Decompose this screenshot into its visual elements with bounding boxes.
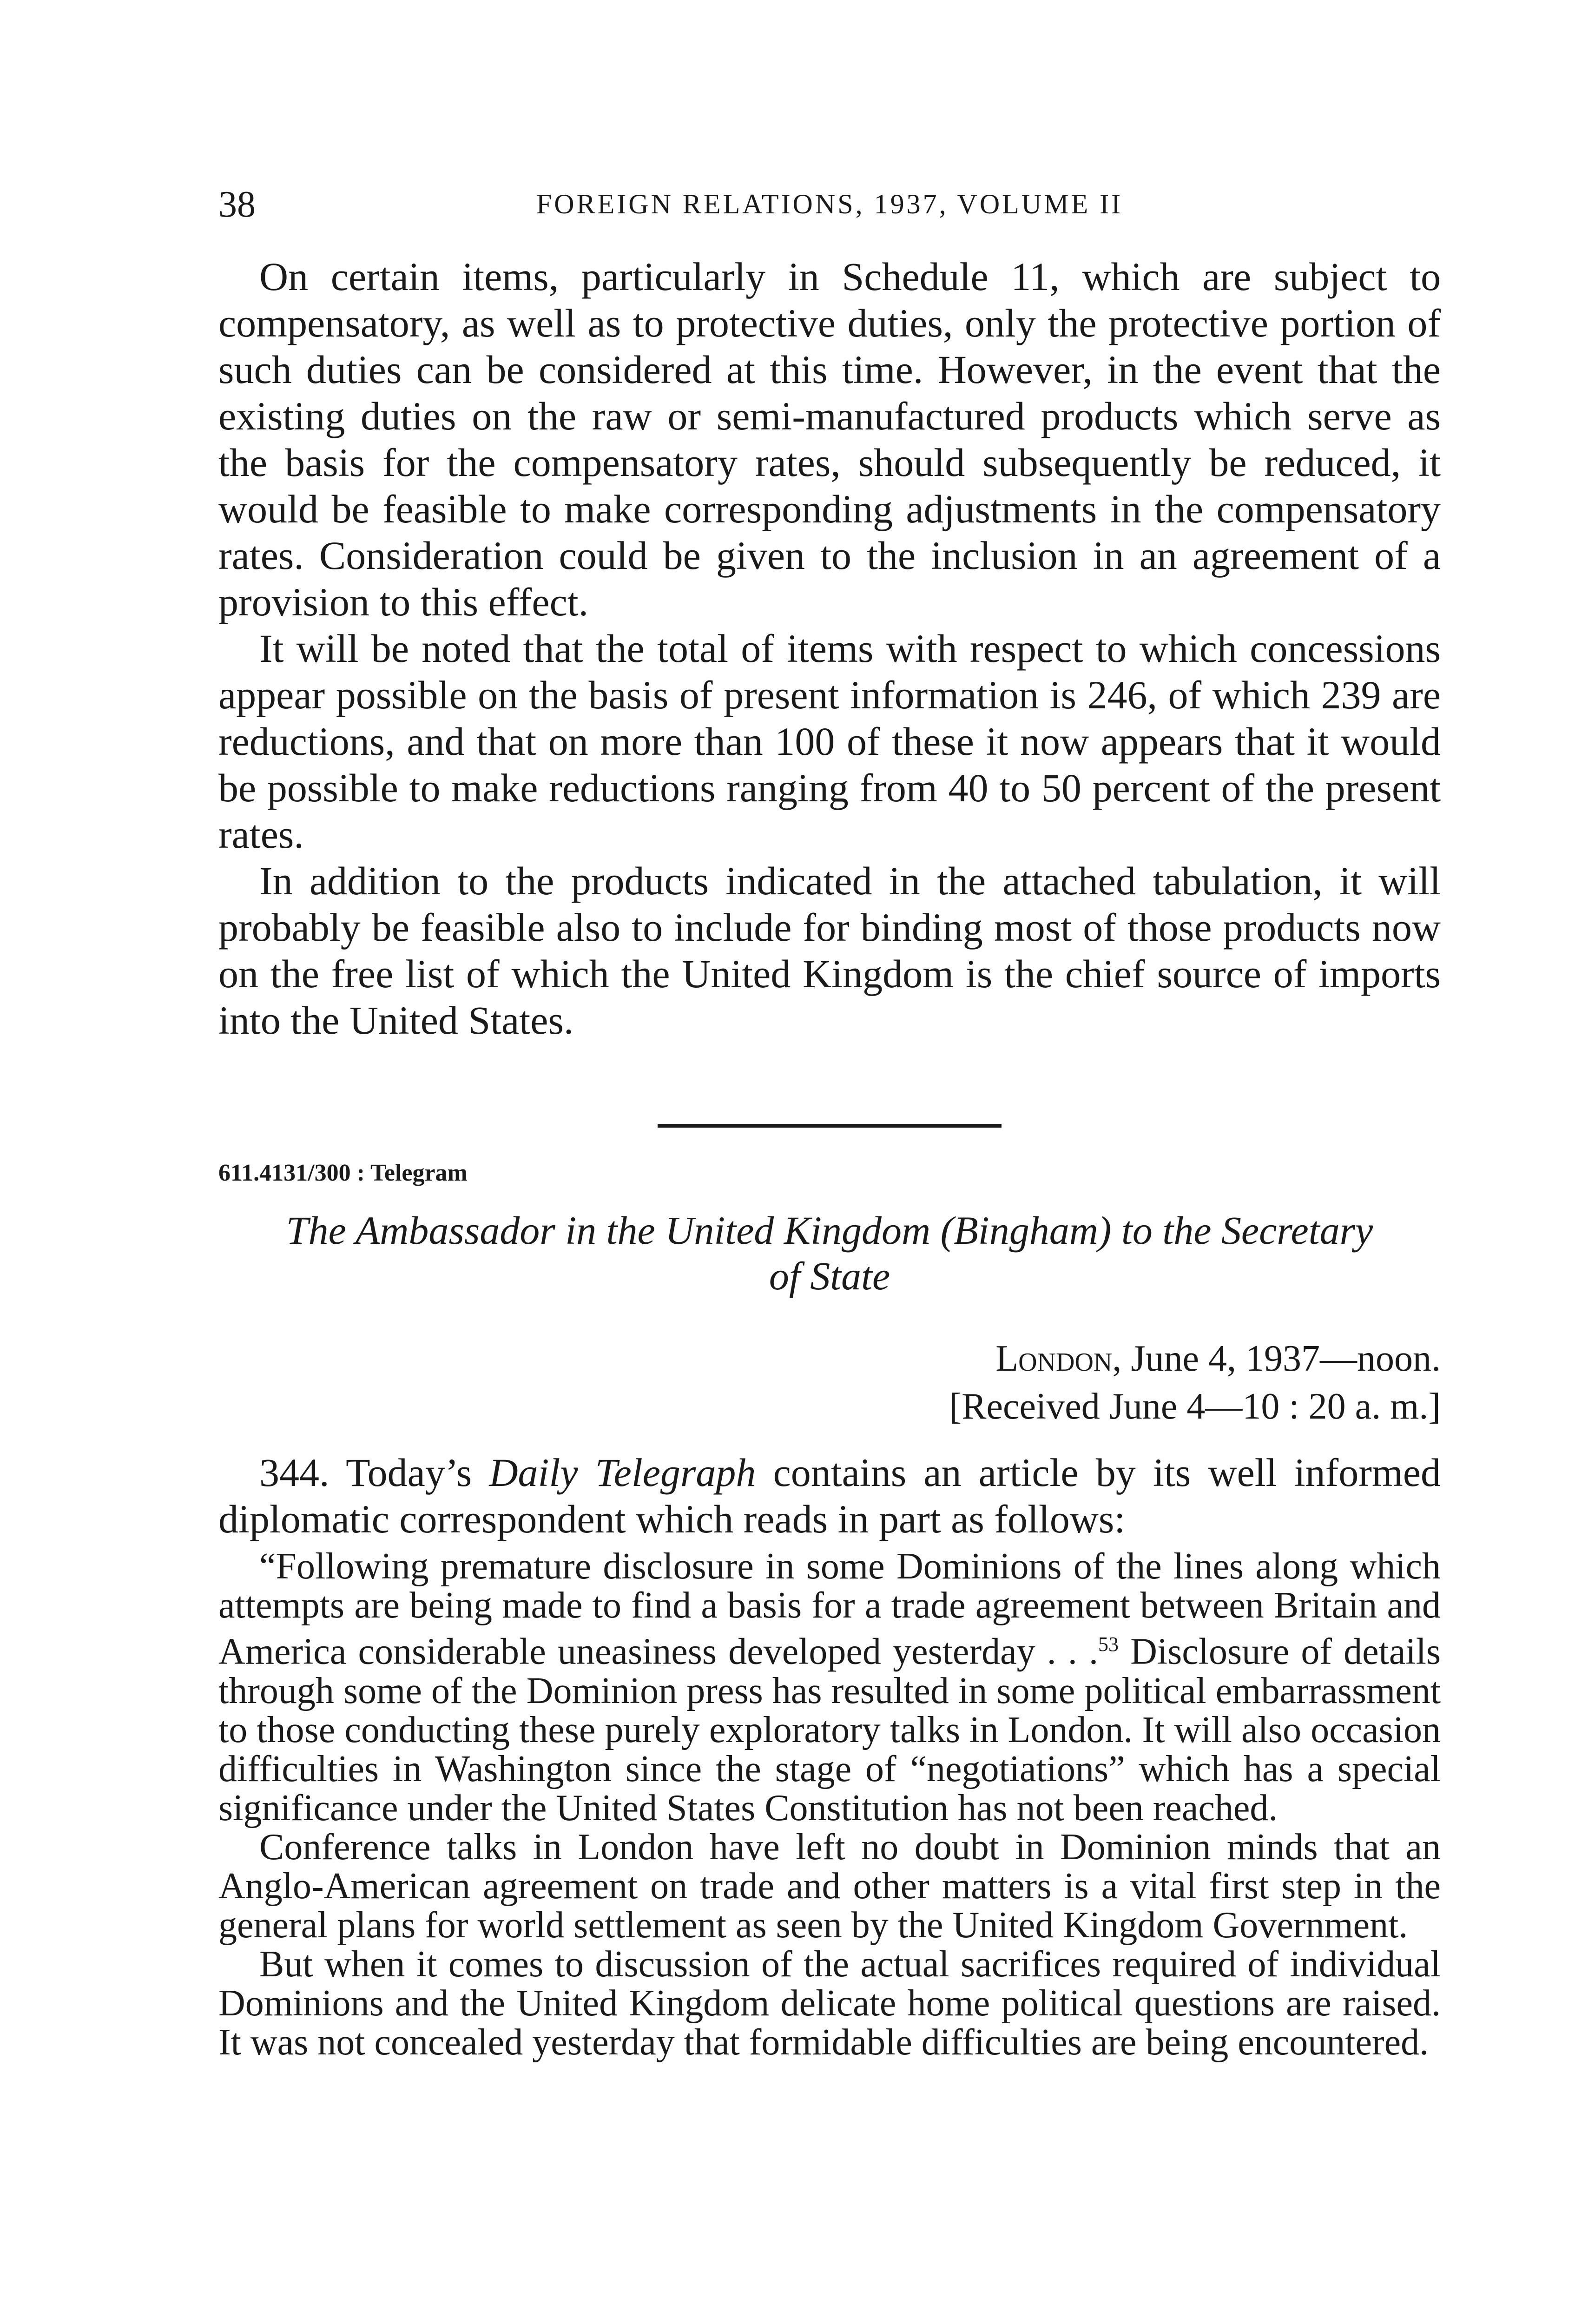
section-divider xyxy=(658,1124,1002,1128)
text-span: Disclosure of details through some of the Dominion press has resulted in some political embarrassment to those conducting these purely exploratory talks in London. It will also occasion difficulties in Washington since the stage of “negotiations” which has a special significance under the United States Constitution has not been reached. xyxy=(218,1631,1441,1829)
paragraph xyxy=(218,1547,1441,1828)
paragraph: It will be noted that the total of items with respect to which concessions appear possible on the basis of present information is 246, of which 239 are reductions, and that on more than 100 of these it now appears that it would be possible to make reductions ranging from 40 to 50 percent of the present rates. xyxy=(218,626,1441,857)
running-head: FOREIGN RELATIONS, 1937, VOLUME II xyxy=(536,189,1123,219)
received-line: [Received June 4—10 : 20 a. m.] xyxy=(949,1386,1441,1427)
paragraph xyxy=(218,1449,1441,1542)
title-line: The Ambassador in the United Kingdom (Bingham) to the Secretary xyxy=(286,1208,1373,1253)
intro-section xyxy=(218,253,1441,1043)
newspaper-name: Daily Telegraph xyxy=(489,1450,756,1495)
paragraph: But when it comes to discussion of the actual sacrifices required of individual Dominions and the United Kingdom delicate home political questions are raised. It was not concealed yesterday that formidable difficulties are being encountered. xyxy=(218,1943,1441,2063)
telegram-number: 344. xyxy=(259,1450,329,1495)
date-text: , June 4, 1937—noon. xyxy=(1112,1338,1441,1379)
paragraph: In addition to the products indicated in the attached tabulation, it will probably be feasible also to include for binding most of those products now on the free list of which the United Kingdom is the chief source of imports into the United States. xyxy=(218,858,1441,1043)
page-header xyxy=(218,184,1441,230)
quoted-article xyxy=(218,1547,1441,2062)
text-span: Today’s xyxy=(329,1450,489,1495)
file-reference: 611.4131/300 : Telegram xyxy=(218,1160,468,1186)
text-span: “Following premature disclosure in some Dominions of the lines along which attempts are being made to find a basis for a trade agreement between Britain and America considerable uneasiness developed yesterday . . . xyxy=(218,1546,1441,1672)
text-span: contains an article by its well informed diplomatic correspondent which reads in part as follows: xyxy=(218,1450,1441,1541)
telegram-intro xyxy=(218,1449,1441,1542)
paragraph: On certain items, particularly in Schedule 11, which are subject to compensatory, as well as to protective duties, only the protective portion of such duties can be considered at this time. However, in the event that the existing duties on the raw or semi-manufactured products which serve as the basis for the compensatory rates, should subsequently be reduced, it would be feasible to make corresponding adjustments in the compensatory rates. Consideration could be given to the inclusion in an agreement of a provision to this effect. xyxy=(218,254,1441,624)
footnote-reference: 53 xyxy=(1098,1633,1119,1656)
place-name: London xyxy=(995,1338,1113,1379)
dateline xyxy=(995,1338,1441,1380)
page-number: 38 xyxy=(218,184,256,225)
paragraph: Conference talks in London have left no doubt in Dominion minds that an Anglo-American agreement on trade and other matters is a vital first step in the general plans for world settlement as seen by the United Kingdom Government. xyxy=(218,1826,1441,1946)
title-line: of State xyxy=(769,1254,890,1298)
document-title xyxy=(218,1208,1441,1299)
